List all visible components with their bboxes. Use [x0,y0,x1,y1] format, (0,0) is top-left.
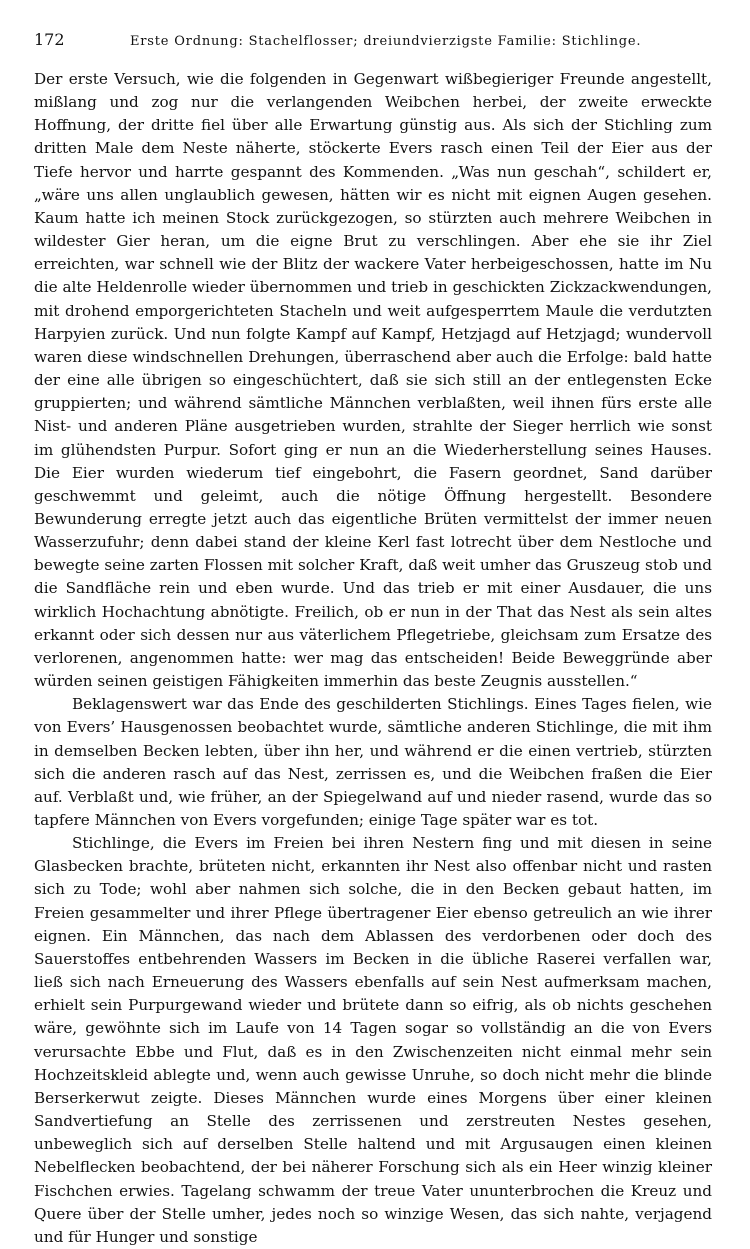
paragraph-3: Stichlinge, die Evers im Freien bei ihren Nestern fing und mit diesen in seine Glasbecken brachte, brüteten nicht, erkannten ihr Nest also offenbar nicht und rasten sich zu Tode; wohl aber nahmen sich solche, die in den Becken gebaut hatten, im Freien gesammelter und ihrer Pflege übertragener Eier ebenso getreulich an wie ihrer eignen. Ein Männchen, das nach dem Ablassen des verdorbenen oder doch des Sauerstoffes entbehrenden Wassers im Becken in die übliche Raserei verfallen war, ließ sich nach Erneuerung des Wassers ebenfalls auf sein Nest aufmerksam machen, erhielt sein Purpurgewand wieder und brütete dann so eifrig, als ob nichts geschehen wäre, gewöhnte sich im Laufe von 14 Tagen sogar so vollständig an die von Evers verursachte Ebbe und Flut, daß es in den Zwischenzeiten nicht einmal mehr sein Hochzeitskleid ablegte und, wenn auch gewisse Unruhe, so doch nicht mehr die blinde Berserkerwut zeigte. Dieses Männchen wurde eines Morgens über einer kleinen Sandvertiefung an Stelle des zerrissenen und zerstreuten Nestes gesehen, unbeweglich sich auf derselben Stelle haltend und mit Argusaugen einen kleinen Nebelflecken beobachtend, der bei näherer Forschung sich als ein Heer winzig kleiner Fischchen erwies. Tagelang schwamm der treue Vater ununterbrochen die Kreuz und Quere über der Stelle umher, jedes noch so winzige Wesen, das sich nahte, verjagend und für Hunger und sonstige [34,834,712,1246]
running-head: Erste Ordnung: Stachelflosser; dreiundvierzigste Familie: Stichlinge. [130,34,642,49]
page-number: 172 [34,30,65,49]
page-header [34,30,712,60]
paragraph-1: Der erste Versuch, wie die folgenden in Gegenwart wißbegieriger Freunde angestellt, mißlang und zog nur die verlangenden Weibchen herbei, der zweite erweckte Hoffnung, der dritte fiel über alle Erwartung günstig aus. Als sich der Stichling zum dritten Male dem Neste näherte, stöckerte Evers rasch einen Teil der Eier aus der Tiefe hervor und harrte gespannt des Kommenden. „Was nun geschah“, schildert er, „wäre uns allen unglaublich gewesen, hätten wir es nicht mit eignen Augen gesehen. Kaum hatte ich meinen Stock zurückgezogen, so stürzten auch mehrere Weibchen in wildester Gier heran, um die eigne Brut zu verschlingen. Aber ehe sie ihr Ziel erreichten, war schnell wie der Blitz der wackere Vater herbeigeschossen, hatte im Nu die alte Heldenrolle wieder übernommen und trieb in geschickten Zickzackwendungen, mit drohend emporgerichteten Stacheln und weit aufgesperrtem Maule die verdutzten Harpyien zurück. Und nun folgte Kampf auf Kampf, Hetzjagd auf Hetzjagd; wundervoll waren diese windschnellen Drehungen, überraschend aber auch die Erfolge: bald hatte der eine alle übrigen so eingeschüchtert, daß sie sich still an der entlegensten Ecke gruppierten; und während sämtliche Männchen verblaßten, weil ihnen fürs erste alle Nist- und anderen Pläne ausgetrieben wurden, strahlte der Sieger herrlich wie sonst im glühendsten Purpur. Sofort ging er nun an die Wiederherstellung seines Hauses. Die Eier wurden wiederum tief eingebohrt, die Fasern geordnet, Sand darüber geschwemmt und geleimt, auch die nötige Öffnung hergestellt. Besondere Bewunderung erregte jetzt auch das eigentliche Brüten vermittelst der immer neuen Wasserzufuhr; denn dabei stand der kleine Kerl fast lotrecht über dem Nestloche und bewegte seine zarten Flossen mit solcher Kraft, daß weit umher das Gruszeug stob und die Sandfläche rein und eben wurde. Und das trieb er mit einer Ausdauer, die uns wirklich Hochachtung abnötigte. Freilich, ob er nun in der That das Nest als sein altes erkannt oder sich dessen nur aus väterlichem Pflegetriebe, gleichsam zum Ersatze des verlorenen, angenommen hatte: wer mag das entscheiden! Beide Beweggründe aber würden seinen geistigen Fähigkeiten immerhin das beste Zeugnis ausstellen.“ [34,70,712,691]
body-text [34,68,712,1249]
paragraph-2: Beklagenswert war das Ende des geschilderten Stichlings. Eines Tages fielen, wie von Evers’ Hausgenossen beobachtet wurde, sämtliche anderen Stichlinge, die mit ihm in demselben Becken lebten, über ihn her, und während er die einen vertrieb, stürzten sich die anderen rasch auf das Nest, zerrissen es, und die Weibchen fraßen die Eier auf. Verblaßt und, wie früher, an der Spiegelwand auf und nieder rasend, wurde das so tapfere Männchen von Evers vorgefunden; einige Tage später war es tot. [34,695,712,829]
